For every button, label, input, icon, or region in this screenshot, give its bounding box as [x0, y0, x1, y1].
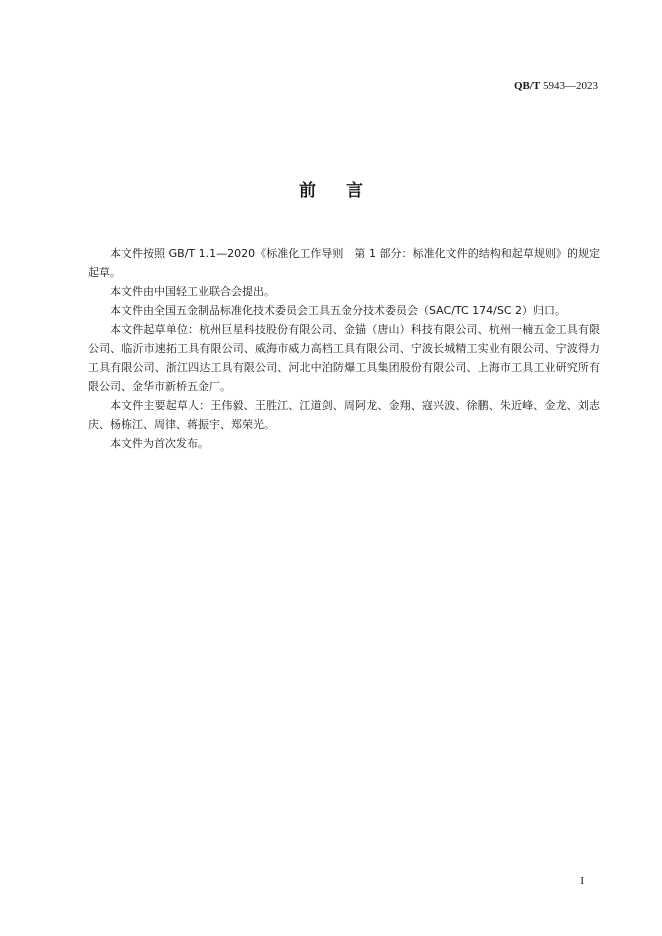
page-number: I — [580, 875, 584, 887]
paragraph-proposer: 本文件由中国轻工业联合会提出。 — [110, 285, 275, 298]
paragraph-drafters: 本文件主要起草人：王伟毅、王胜江、江道剑、周阿龙、金翔、寇兴波、徐鹏、朱近峰、金龙、刘志庆、杨栋江、周律、蒋振宇、郑荣光。 — [88, 399, 600, 431]
foreword-body — [88, 244, 600, 453]
standard-code — [514, 80, 598, 92]
paragraph-administrator: 本文件由全国五金制品标准化技术委员会工具五金分技术委员会（SAC/TC 174/SC 2）归口。 — [110, 304, 567, 317]
page-title: 前言 — [299, 181, 393, 201]
paragraph-drafting-units: 本文件起草单位：杭州巨星科技股份有限公司、金锚（唐山）科技有限公司、杭州一楠五金工具有限公司、临沂市速拓工具有限公司、威海市威力高档工具有限公司、宁波长城精工实业有限公司、宁波得力工具有限公司、浙江四达工具有限公司、河北中泊防爆工具集团股份有限公司、上海市工具工业研究所有限公司、金华市新桥五金厂。 — [88, 323, 600, 393]
standard-code-number: 5943—2023 — [543, 80, 598, 92]
standard-code-prefix: QB/T — [513, 80, 541, 92]
paragraph-drafting-rules: 本文件按照 GB/T 1.1—2020《标准化工作导则 第 1 部分：标准化文件的结构和起草规则》的规定起草。 — [88, 247, 600, 279]
paragraph-first-release: 本文件为首次发布。 — [110, 437, 209, 450]
